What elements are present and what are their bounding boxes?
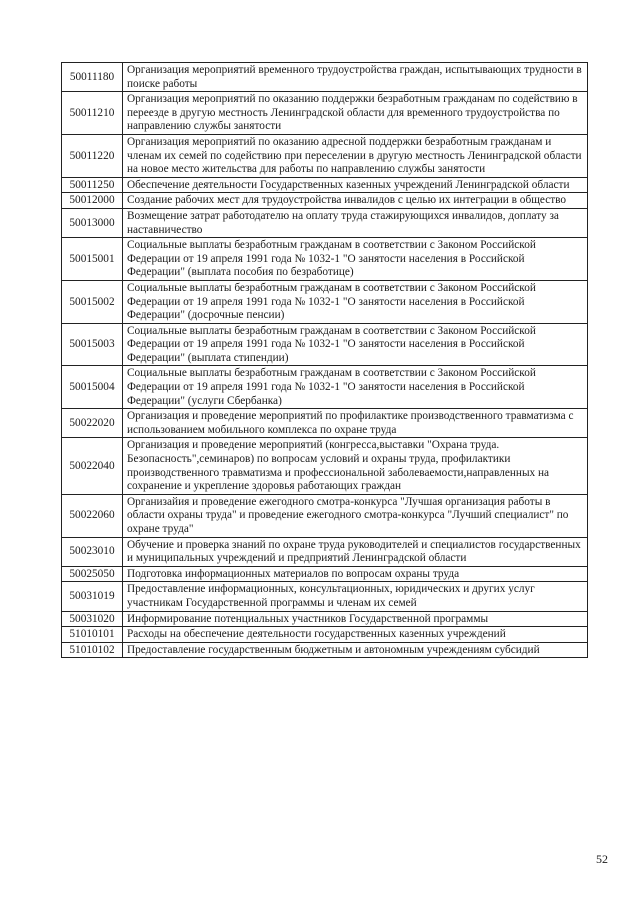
table-row: [62, 238, 588, 281]
budget-codes-table: [61, 62, 588, 658]
table-row: [62, 323, 588, 366]
row-code: 50011220: [62, 134, 123, 177]
row-description: Организация и проведение мероприятий (конгресса,выставки "Охрана труда. Безопасность",семинаров) по вопросам условий и охраны труда, профилактики производственного травматизма и профессиональной заболеваемости,направленных на сохранение и укрепление здоровья работающих граждан: [123, 438, 588, 494]
table-row: [62, 280, 588, 323]
row-code: 50013000: [62, 208, 123, 237]
row-code: 50011210: [62, 92, 123, 135]
row-description: Предоставление государственным бюджетным и автономным учреждениям субсидий: [123, 642, 588, 658]
row-description: Информирование потенциальных участников Государственной программы: [123, 611, 588, 627]
row-description: Социальные выплаты безработным гражданам в соответствии с Законом Российской Федерации от 19 апреля 1991 года № 1032-1 "О занятости населения в Российской Федерации" (услуги Сбербанка): [123, 366, 588, 409]
row-description: Социальные выплаты безработным гражданам в соответствии с Законом Российской Федерации от 19 апреля 1991 года № 1032-1 "О занятости населения в Российской Федерации" (выплата пособия по безработице): [123, 238, 588, 281]
row-description: Создание рабочих мест для трудоустройства инвалидов с целью их интеграции в общество: [123, 193, 588, 209]
page-number: 52: [596, 852, 608, 866]
row-code: 50015004: [62, 366, 123, 409]
table-row: [62, 537, 588, 566]
row-description: Возмещение затрат работодателю на оплату труда стажирующихся инвалидов, доплату за наставничество: [123, 208, 588, 237]
row-code: 50011250: [62, 177, 123, 193]
row-description: Расходы на обеспечение деятельности государственных казенных учреждений: [123, 627, 588, 643]
table-row: [62, 208, 588, 237]
row-code: 50031020: [62, 611, 123, 627]
row-description: Подготовка информационных материалов по вопросам охраны труда: [123, 566, 588, 582]
row-description: Организация мероприятий по оказанию поддержки безработным гражданам по содействию в переезде в другую местность Ленинградской области для временного трудоустройства по направлению службы занятости: [123, 92, 588, 135]
row-description: Социальные выплаты безработным гражданам в соответствии с Законом Российской Федерации от 19 апреля 1991 года № 1032-1 "О занятости населения в Российской Федерации" (выплата стипендии): [123, 323, 588, 366]
table-row: [62, 92, 588, 135]
row-code: 50015003: [62, 323, 123, 366]
table-row: [62, 63, 588, 92]
table-row: [62, 438, 588, 494]
row-description: Организация мероприятий по оказанию адресной поддержки безработным гражданам и членам их семей по содействию при переселении в другую местность Ленинградской области на новое место жительства для работы по направлению службы занятости: [123, 134, 588, 177]
row-code: 50015002: [62, 280, 123, 323]
row-description: Организация и проведение мероприятий по профилактике производственного травматизма с использованием мобильного комплекса по охране труда: [123, 409, 588, 438]
row-description: Социальные выплаты безработным гражданам в соответствии с Законом Российской Федерации от 19 апреля 1991 года № 1032-1 "О занятости населения в Российской Федерации" (досрочные пенсии): [123, 280, 588, 323]
table-row: [62, 193, 588, 209]
row-code: 51010101: [62, 627, 123, 643]
row-description: Организация мероприятий временного трудоустройства граждан, испытывающих трудности в поиске работы: [123, 63, 588, 92]
row-description: Обеспечение деятельности Государственных казенных учреждений Ленинградской области: [123, 177, 588, 193]
row-code: 50022060: [62, 494, 123, 537]
row-description: Обучение и проверка знаний по охране труда руководителей и специалистов государственных и муниципальных учреждений и предприятий Ленинградской области: [123, 537, 588, 566]
row-code: 50023010: [62, 537, 123, 566]
table-row: [62, 366, 588, 409]
table-row: [62, 627, 588, 643]
row-description: Организайия и проведение ежегодного смотра-конкурса "Лучшая организация работы в области охраны труда" и проведение ежегодного смотра-конкурса "Лучший специалист" по охране труда": [123, 494, 588, 537]
row-description: Предоставление информационных, консультационных, юридических и других услуг участникам Государственной программы и членам их семей: [123, 582, 588, 611]
row-code: 50025050: [62, 566, 123, 582]
row-code: 50011180: [62, 63, 123, 92]
table-row: [62, 494, 588, 537]
table-body: [62, 63, 588, 658]
row-code: 50015001: [62, 238, 123, 281]
row-code: 50031019: [62, 582, 123, 611]
table-row: [62, 409, 588, 438]
table-row: [62, 582, 588, 611]
table-row: [62, 611, 588, 627]
row-code: 50022020: [62, 409, 123, 438]
table-row: [62, 642, 588, 658]
row-code: 51010102: [62, 642, 123, 658]
table-row: [62, 134, 588, 177]
table-row: [62, 177, 588, 193]
row-code: 50022040: [62, 438, 123, 494]
row-code: 50012000: [62, 193, 123, 209]
table-row: [62, 566, 588, 582]
